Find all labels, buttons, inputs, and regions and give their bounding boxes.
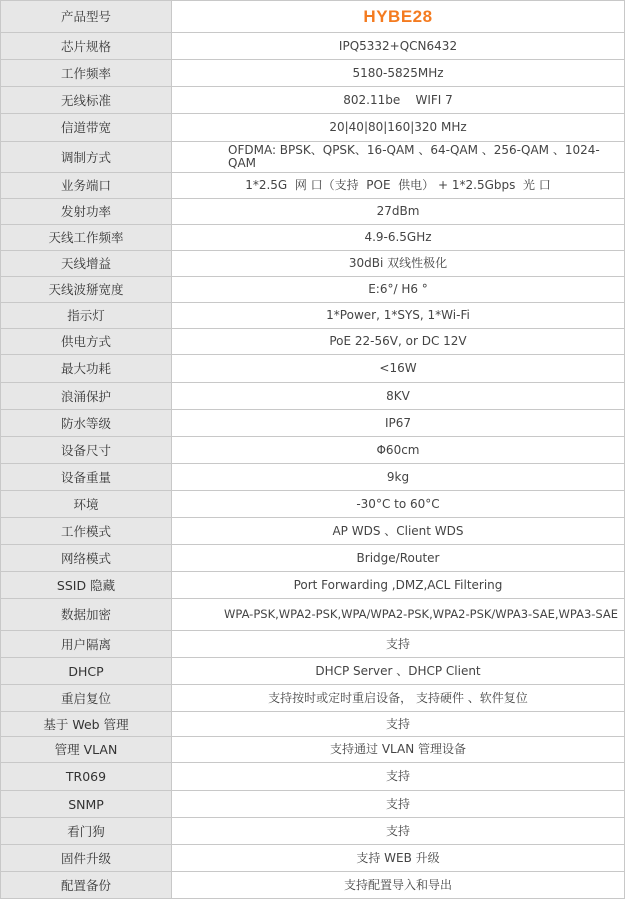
table-row — [1, 737, 625, 763]
spec-value: 支持 — [172, 763, 625, 791]
spec-value: 9kg — [172, 464, 625, 491]
spec-value: Bridge/Router — [172, 545, 625, 572]
spec-value: <16W — [172, 355, 625, 383]
spec-value: AP WDS 、Client WDS — [172, 518, 625, 545]
spec-value: 1*2.5G 网 口（支持 POE 供电） + 1*2.5Gbps 光 口 — [172, 173, 625, 199]
table-row — [1, 410, 625, 437]
spec-label: 设备尺寸 — [1, 437, 172, 464]
spec-value: DHCP Server 、DHCP Client — [172, 658, 625, 685]
spec-label: 天线增益 — [1, 251, 172, 277]
table-row — [1, 303, 625, 329]
table-row — [1, 631, 625, 658]
spec-label: 工作模式 — [1, 518, 172, 545]
table-row — [1, 464, 625, 491]
spec-value: 支持 — [172, 712, 625, 737]
spec-label: 调制方式 — [1, 142, 172, 173]
spec-label: 重启复位 — [1, 685, 172, 712]
table-row — [1, 355, 625, 383]
spec-value: 5180-5825MHz — [172, 60, 625, 87]
model-label: 产品型号 — [1, 1, 172, 33]
spec-value: 支持按时或定时重启设备， 支持硬件 、软件复位 — [172, 685, 625, 712]
table-row — [1, 114, 625, 142]
spec-label: 设备重量 — [1, 464, 172, 491]
spec-value: 支持配置导入和导出 — [172, 872, 625, 899]
spec-value: E:6°/ H6 ° — [172, 277, 625, 303]
spec-label: 固件升级 — [1, 845, 172, 872]
spec-value: 30dBi 双线性极化 — [172, 251, 625, 277]
table-row-model — [1, 1, 625, 33]
spec-label: 无线标准 — [1, 87, 172, 114]
table-row — [1, 87, 625, 114]
spec-label: 工作频率 — [1, 60, 172, 87]
model-value: HYBE28 — [172, 1, 625, 33]
spec-value: Φ60cm — [172, 437, 625, 464]
spec-value: OFDMA: BPSK、QPSK、16-QAM 、64-QAM 、256-QAM 、1024-QAM — [172, 142, 625, 173]
table-row — [1, 791, 625, 818]
table-row — [1, 845, 625, 872]
spec-label: 天线工作频率 — [1, 225, 172, 251]
spec-label: 基于 Web 管理 — [1, 712, 172, 737]
spec-value: Port Forwarding ,DMZ,ACL Filtering — [172, 572, 625, 599]
spec-label: 信道带宽 — [1, 114, 172, 142]
table-row — [1, 712, 625, 737]
spec-label: 用户隔离 — [1, 631, 172, 658]
spec-label: 管理 VLAN — [1, 737, 172, 763]
spec-value: 20|40|80|160|320 MHz — [172, 114, 625, 142]
spec-value: 802.11be WIFI 7 — [172, 87, 625, 114]
spec-label: 浪涌保护 — [1, 383, 172, 410]
spec-label: TR069 — [1, 763, 172, 791]
spec-label: 最大功耗 — [1, 355, 172, 383]
spec-value: IPQ5332+QCN6432 — [172, 33, 625, 60]
table-row — [1, 872, 625, 899]
table-row — [1, 329, 625, 355]
table-row — [1, 685, 625, 712]
table-row — [1, 518, 625, 545]
spec-label: SNMP — [1, 791, 172, 818]
spec-value: 支持 — [172, 791, 625, 818]
table-row — [1, 383, 625, 410]
spec-label: 网络模式 — [1, 545, 172, 572]
table-row — [1, 763, 625, 791]
spec-label: 业务端口 — [1, 173, 172, 199]
table-row — [1, 545, 625, 572]
spec-value: 8KV — [172, 383, 625, 410]
spec-label: 芯片规格 — [1, 33, 172, 60]
spec-value: PoE 22-56V, or DC 12V — [172, 329, 625, 355]
spec-label: 发射功率 — [1, 199, 172, 225]
table-row — [1, 225, 625, 251]
spec-value: 支持 WEB 升级 — [172, 845, 625, 872]
table-row — [1, 199, 625, 225]
table-row — [1, 33, 625, 60]
table-row — [1, 251, 625, 277]
table-row — [1, 173, 625, 199]
spec-label: 供电方式 — [1, 329, 172, 355]
spec-label: 指示灯 — [1, 303, 172, 329]
spec-value: 支持 — [172, 631, 625, 658]
spec-label: SSID 隐藏 — [1, 572, 172, 599]
table-row — [1, 599, 625, 631]
table-row — [1, 658, 625, 685]
table-row — [1, 277, 625, 303]
spec-value: IP67 — [172, 410, 625, 437]
spec-value: 4.9-6.5GHz — [172, 225, 625, 251]
spec-value: 支持 — [172, 818, 625, 845]
spec-label: 环境 — [1, 491, 172, 518]
spec-label: 看门狗 — [1, 818, 172, 845]
spec-value: WPA-PSK,WPA2-PSK,WPA/WPA2-PSK,WPA2-PSK/WPA3-SAE,WPA3-SAE — [172, 599, 625, 631]
spec-value: 1*Power, 1*SYS, 1*Wi-Fi — [172, 303, 625, 329]
spec-label: 天线波掰宽度 — [1, 277, 172, 303]
spec-value: 支持通过 VLAN 管理设备 — [172, 737, 625, 763]
table-row — [1, 491, 625, 518]
spec-label: 防水等级 — [1, 410, 172, 437]
table-row — [1, 437, 625, 464]
spec-value: 27dBm — [172, 199, 625, 225]
table-row — [1, 142, 625, 173]
spec-label: 配置备份 — [1, 872, 172, 899]
table-row — [1, 818, 625, 845]
table-row — [1, 572, 625, 599]
spec-label: 数据加密 — [1, 599, 172, 631]
spec-value: -30°C to 60°C — [172, 491, 625, 518]
spec-label: DHCP — [1, 658, 172, 685]
table-row — [1, 60, 625, 87]
